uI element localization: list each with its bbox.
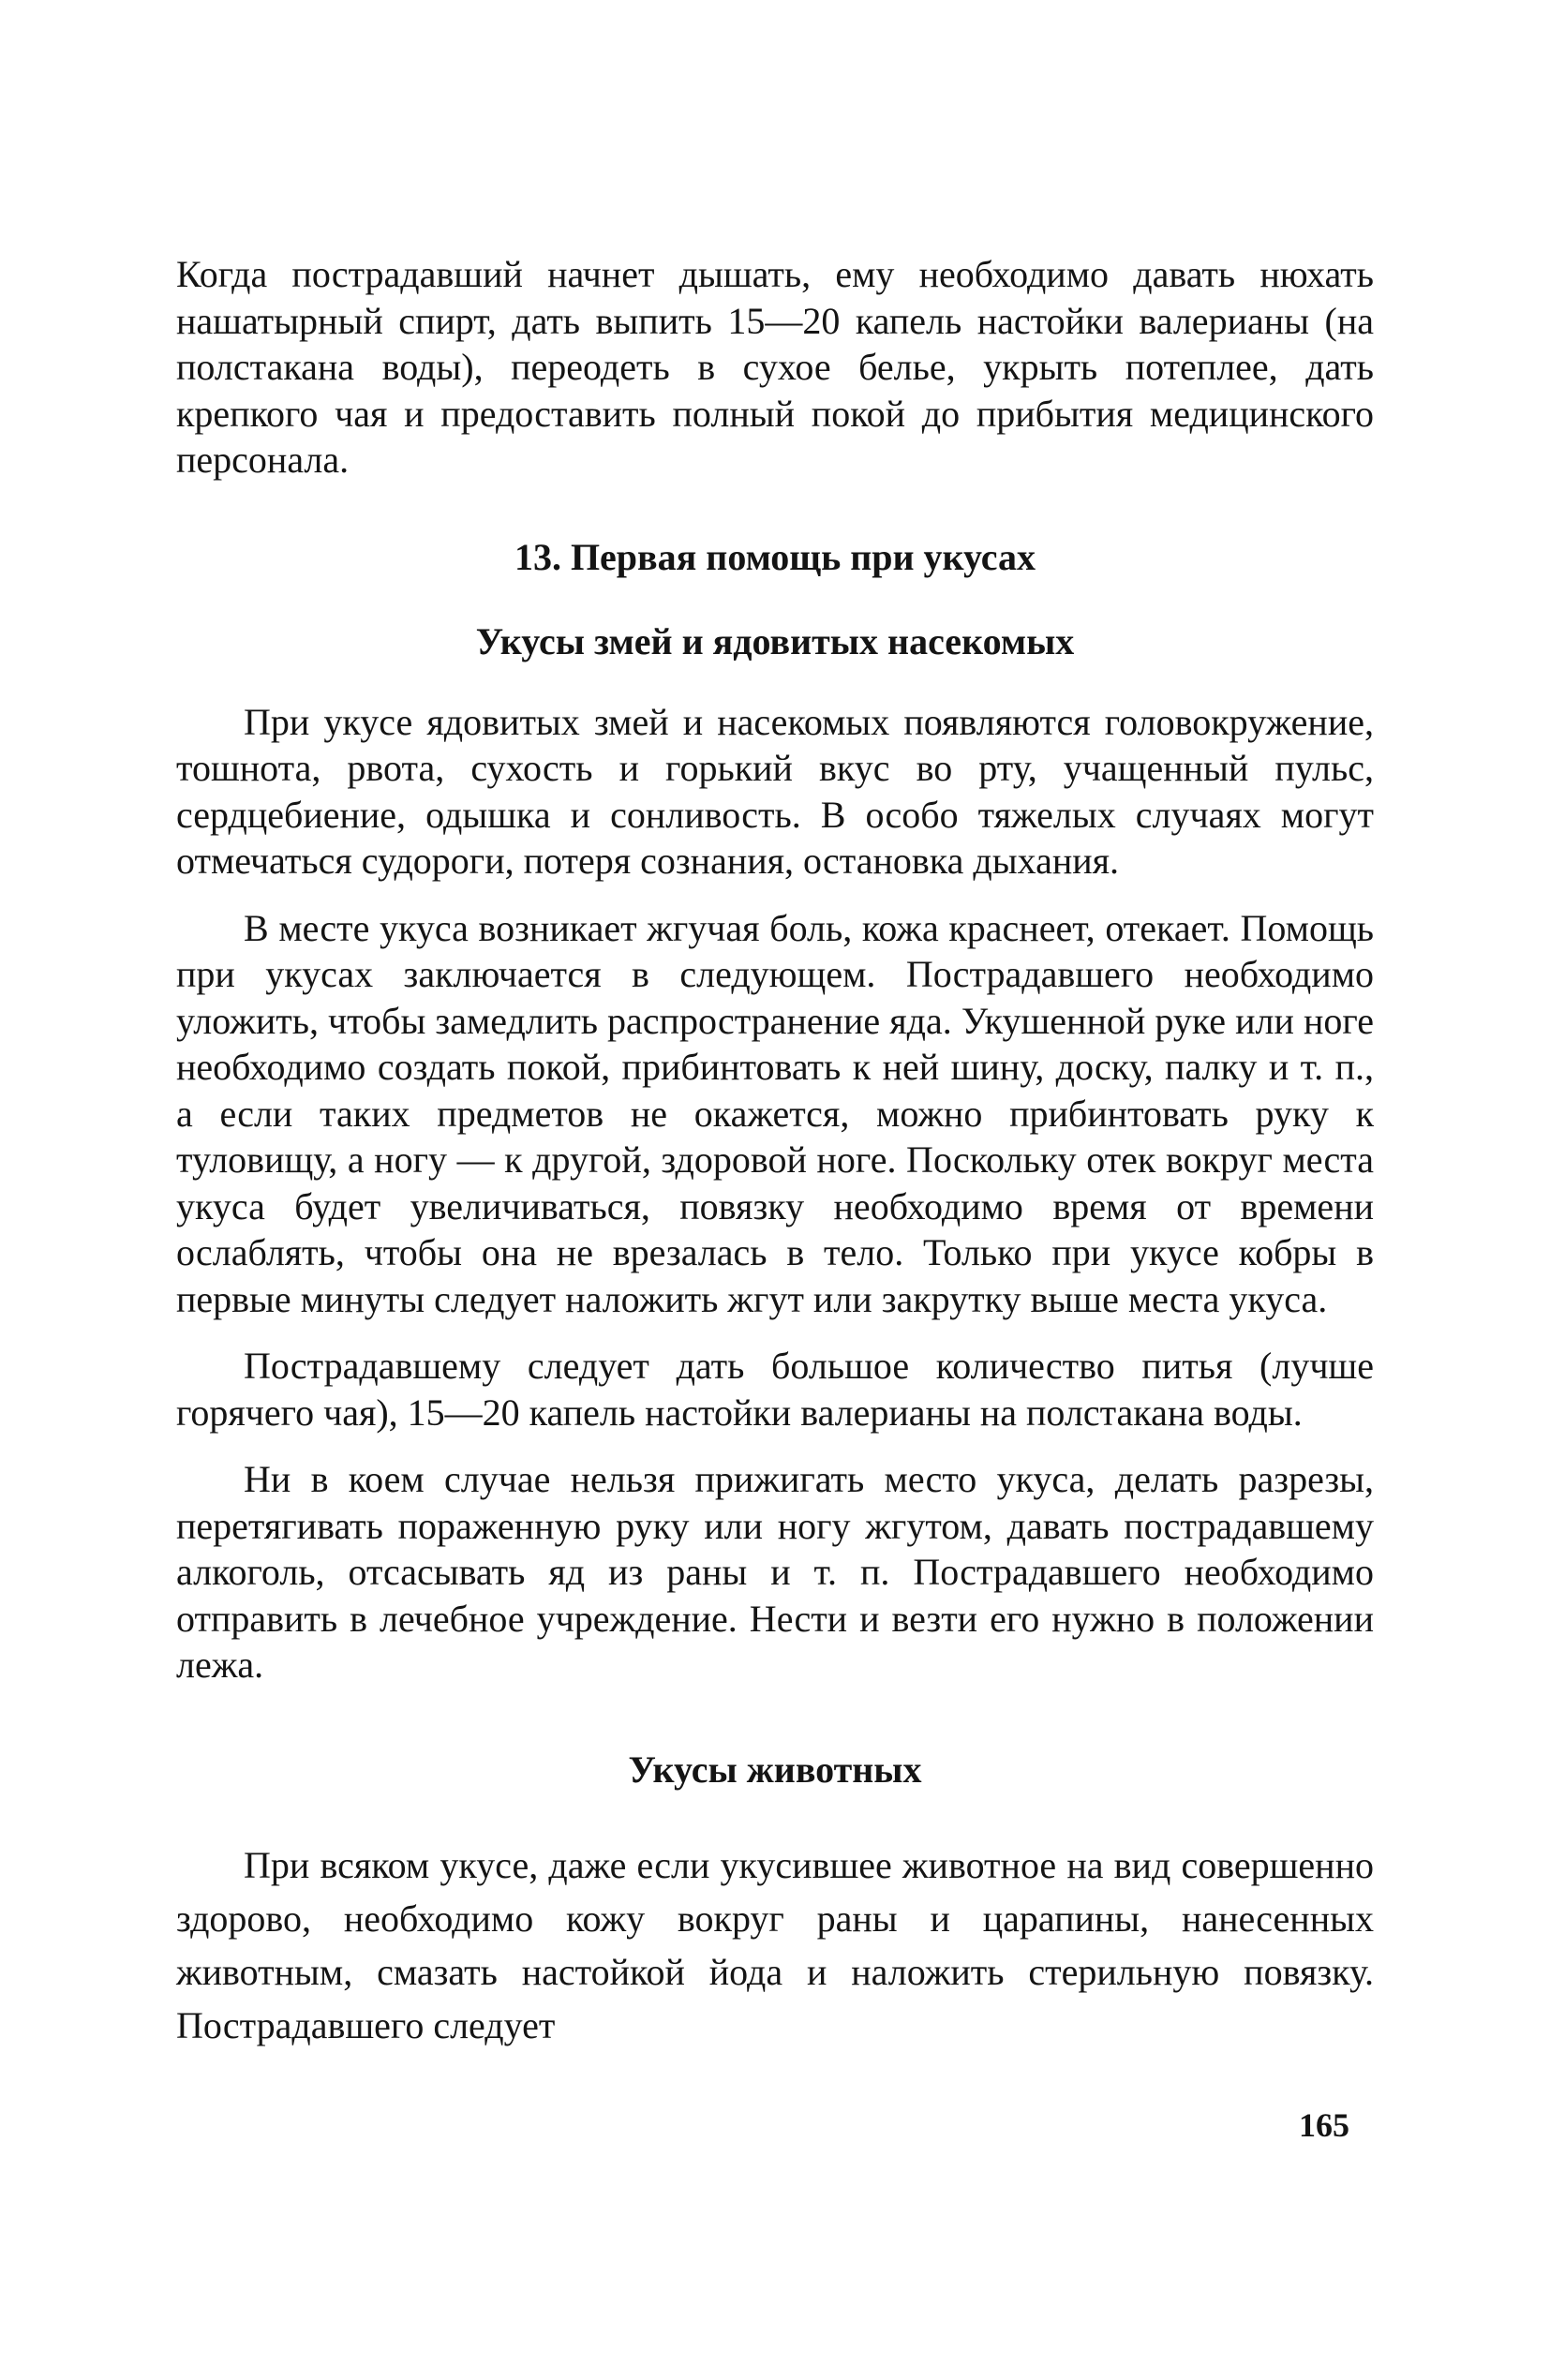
page-body — [176, 251, 1374, 2052]
page-number: 165 — [1299, 2106, 1349, 2144]
subsection-title-snakes: Укусы змей и ядовитых насекомых — [475, 619, 1075, 662]
intro-paragraph: Когда пострадавший начнет дышать, ему необходимо давать нюхать нашатырный спирт, дать выпить 15—20 капель настойки валерианы (на полстакана воды), переодеть в сухое белье, укрыть потеплее, дать крепкого чая и предоставить полный покой до прибытия медицинского персонала. — [176, 253, 1374, 481]
subsection-title-animals: Укусы животных — [628, 1748, 922, 1791]
section-title: 13. Первая помощь при укусах — [514, 535, 1036, 578]
paragraph-first-aid: В месте укуса возникает жгучая боль, кожа краснеет, отекает. Помощь при укусах заключается в следующем. Пострадавшего необходимо уложить, чтобы замедлить распространение яда. Укушенной руке или ноге необходимо создать покой, прибинтовать к ней шину, доску, палку и т. п., а если таких предметов не окажется, можно прибинтовать руку к туловищу, а ногу — к другой, здоровой ноге. Поскольку отек вокруг места укуса будет увеличиваться, повязку необходимо время от времени ослаблять, чтобы она не врезалась в тело. Только при укусе кобры в первые минуты следует наложить жгут или закрутку выше места укуса. — [176, 906, 1374, 1320]
paragraph-prohibitions: Ни в коем случае нельзя прижигать место укуса, делать разрезы, перетягивать пораженную руку или ногу жгутом, давать пострадавшему алкоголь, отсасывать яд из раны и т. п. Пострадавшего необходимо отправить в лечебное учреждение. Нести и везти его нужно в положении лежа. — [176, 1458, 1374, 1686]
paragraph-symptoms: При укусе ядовитых змей и насекомых появляются головокружение, тошнота, рвота, сухость и горький вкус во рту, учащенный пульс, сердцебиение, одышка и сонливость. В особо тяжелых случаях могут отмечаться судороги, потеря сознания, остановка дыхания. — [176, 700, 1374, 882]
paragraph-drinking: Пострадавшему следует дать большое количество питья (лучше горячего чая), 15—20 капель настойки валерианы на полстакана воды. — [176, 1345, 1374, 1434]
paragraph-animal-bites: При всяком укусе, даже если укусившее животное на вид совершенно здорово, необходимо кожу вокруг раны и царапины, нанесенных животным, смазать настойкой йода и наложить стерильную повязку. Пострадавшего следует — [176, 1843, 1374, 2046]
